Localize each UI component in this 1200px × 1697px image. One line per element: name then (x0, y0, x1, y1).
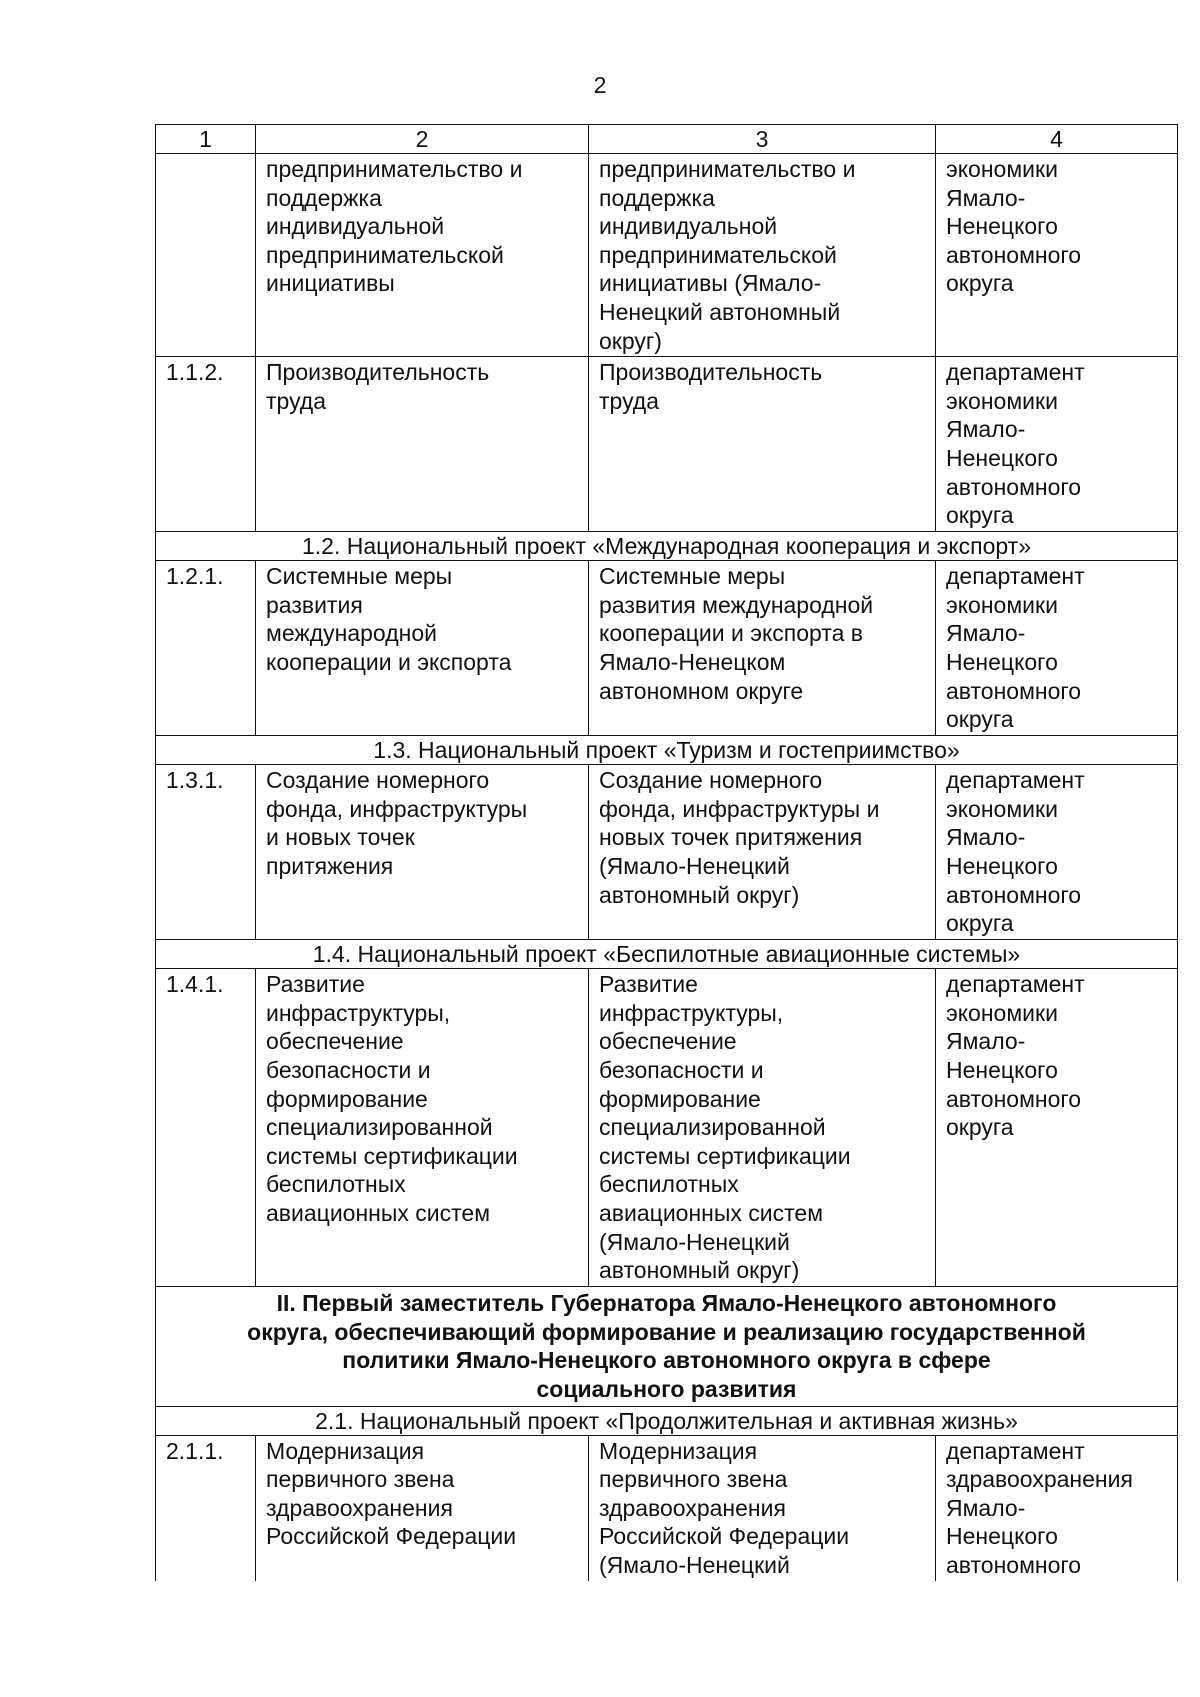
table-row (156, 357, 1178, 532)
header-cell: 3 (589, 125, 936, 154)
section-title: 1.4. Национальный проект «Беспилотные авиационные системы» (156, 940, 1178, 969)
row-number: 1.4.1. (156, 969, 256, 1287)
regional-project-cell: Создание номерного фонда, инфраструктуры и новых точек притяжения (Ямало-Ненецкий автономный округ) (589, 765, 936, 940)
project-name-cell: предпринимательство и поддержка индивидуальной предпринимательской инициативы (256, 154, 589, 357)
project-name-cell: Системные меры развития международной кооперации и экспорта (256, 561, 589, 736)
regional-project-cell: Модернизация первичного звена здравоохранения Российской Федерации (Ямало-Ненецкий (589, 1435, 936, 1580)
table-header-row (156, 125, 1178, 154)
responsible-cell: департамент экономики Ямало- Ненецкого автономного округа (936, 561, 1178, 736)
regional-project-cell: Системные меры развития международной кооперации и экспорта в Ямало-Ненецком автономном округе (589, 561, 936, 736)
project-name-cell: Развитие инфраструктуры, обеспечение безопасности и формирование специализированной системы сертификации беспилотных авиационных систем (256, 969, 589, 1287)
header-cell: 1 (156, 125, 256, 154)
row-number: 2.1.1. (156, 1435, 256, 1580)
table-row (156, 765, 1178, 940)
measures-table (155, 124, 1178, 1581)
section-row (156, 940, 1178, 969)
responsible-cell: департамент экономики Ямало- Ненецкого автономного округа (936, 765, 1178, 940)
row-number: 1.3.1. (156, 765, 256, 940)
section-title: 2.1. Национальный проект «Продолжительная и активная жизнь» (156, 1406, 1178, 1435)
header-cell: 4 (936, 125, 1178, 154)
section-row (156, 1406, 1178, 1435)
table-row (156, 969, 1178, 1287)
table-row (156, 561, 1178, 736)
responsible-cell: департамент экономики Ямало- Ненецкого автономного округа (936, 357, 1178, 532)
header-cell: 2 (256, 125, 589, 154)
regional-project-cell: Развитие инфраструктуры, обеспечение безопасности и формирование специализированной системы сертификации беспилотных авиационных систем (Ямало-Ненецкий автономный округ) (589, 969, 936, 1287)
responsible-cell: экономики Ямало- Ненецкого автономного округа (936, 154, 1178, 357)
section-row (156, 736, 1178, 765)
project-name-cell: Модернизация первичного звена здравоохранения Российской Федерации (256, 1435, 589, 1580)
responsible-cell: департамент экономики Ямало- Ненецкого автономного округа (936, 969, 1178, 1287)
row-number (156, 154, 256, 357)
part-heading-row (156, 1287, 1178, 1406)
table-row (156, 154, 1178, 357)
regional-project-cell: предпринимательство и поддержка индивидуальной предпринимательской инициативы (Ямало- Ненецкий автономный округ) (589, 154, 936, 357)
section-row (156, 532, 1178, 561)
row-number: 1.2.1. (156, 561, 256, 736)
part-heading: II. Первый заместитель Губернатора Ямало-Ненецкого автономного округа, обеспечивающий формирование и реализацию государственной политики Ямало-Ненецкого автономного округа в сфере социального развития (156, 1287, 1178, 1406)
section-title: 1.2. Национальный проект «Международная кооперация и экспорт» (156, 532, 1178, 561)
project-name-cell: Создание номерного фонда, инфраструктуры и новых точек притяжения (256, 765, 589, 940)
regional-project-cell: Производительность труда (589, 357, 936, 532)
row-number: 1.1.2. (156, 357, 256, 532)
responsible-cell: департамент здравоохранения Ямало- Ненецкого автономного (936, 1435, 1178, 1580)
page-number: 2 (593, 72, 607, 98)
project-name-cell: Производительность труда (256, 357, 589, 532)
table-row (156, 1435, 1178, 1580)
section-title: 1.3. Национальный проект «Туризм и гостеприимство» (156, 736, 1178, 765)
